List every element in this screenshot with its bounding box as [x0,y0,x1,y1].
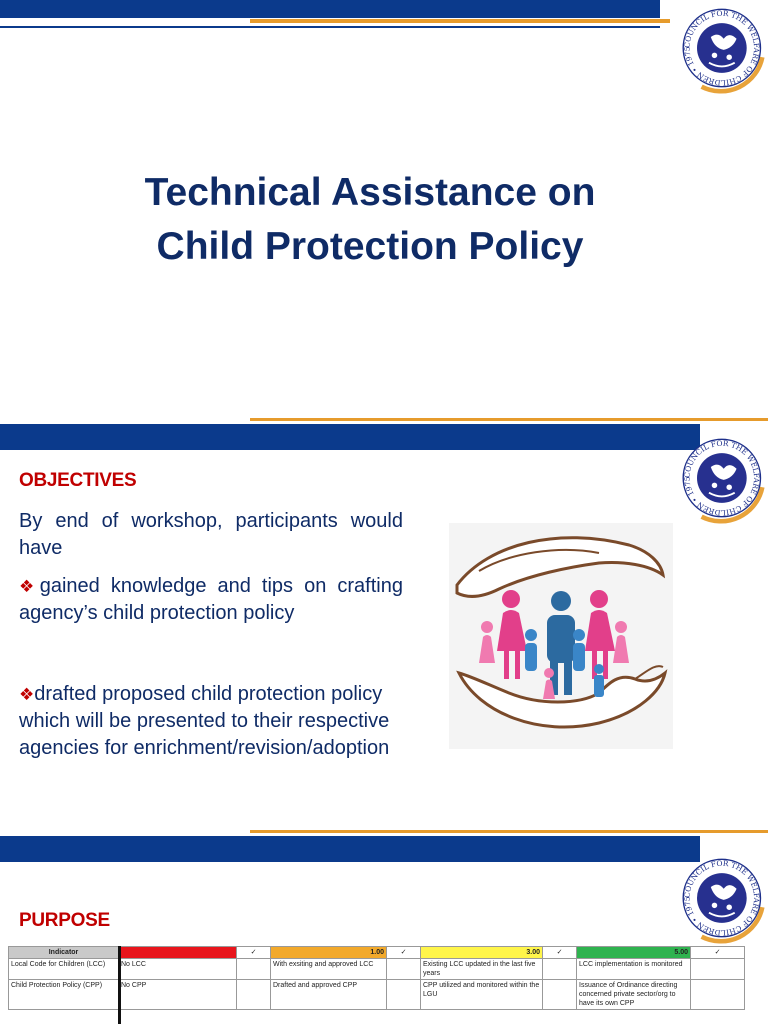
objective-bullet-2-text: drafted proposed child protection policy which will be presented to their respective agencies for enrichment/revision/adoption [19,683,390,759]
table-cell: CPP utilized and monitored within the LGU [421,980,543,1010]
table-header: ✓ [237,947,271,959]
table-cell: Drafted and approved CPP [271,980,387,1010]
table-header: 5.00 [577,947,691,959]
slide-purpose [0,830,768,1024]
table-cell [237,959,271,980]
table-header: ✓ [543,947,577,959]
table-header: Indicator [9,947,119,959]
table-cell: No LCC [119,959,237,980]
table-cell [237,980,271,1010]
top-banner [0,836,700,862]
objectives-heading: OBJECTIVES [19,470,137,491]
banner-accent-stripe [250,19,670,23]
banner-accent-stripe [250,830,768,833]
table-cell [543,959,577,980]
slide-objectives [0,418,768,830]
cwc-logo-icon [674,432,766,524]
banner-thin-line [0,26,660,28]
table-header: ✓ [691,947,745,959]
table-cell: Child Protection Policy (CPP) [9,980,119,1010]
presentation-title [0,166,740,274]
table-cell: Issuance of Ordinance directing concerned private sector/org to have its own CPP [577,980,691,1010]
table-cell: With exsiting and approved LCC [271,959,387,980]
table-header: 3.00 [421,947,543,959]
objective-bullet-1-text: gained knowledge and tips on crafting agency’s child protection policy [19,575,403,624]
protected-family-illustration [449,523,673,749]
banner-accent-stripe [250,418,768,421]
slide-title [0,0,768,418]
table-cell: Existing LCC updated in the last five years [421,959,543,980]
table-cell: Local Code for Children (LCC) [9,959,119,980]
diamond-bullet-icon: ❖ [19,685,35,704]
objectives-intro: By end of workshop, participants would have [19,510,403,559]
table-cell [691,980,745,1010]
table-header: ✓ [387,947,421,959]
table-cell [691,959,745,980]
top-banner [0,424,700,450]
table-header: 1.00 [271,947,387,959]
diamond-bullet-icon: ❖ [19,577,40,596]
objective-bullet-2 [19,681,403,762]
title-line-1: Technical Assistance on [144,171,596,214]
purpose-heading: PURPOSE [19,910,110,931]
cwc-logo-icon [674,852,766,944]
objective-bullet-1 [19,573,403,627]
table-cell [543,980,577,1010]
title-line-2: Child Protection Policy [156,225,584,268]
table-cell: No CPP [119,980,237,1010]
cwc-logo-icon [674,2,766,94]
table-cell: LCC implementation is monitored [577,959,691,980]
top-banner [0,0,660,18]
table-cell [387,959,421,980]
table-header [119,947,237,959]
table-divider-bar [118,946,121,1024]
table-cell [387,980,421,1010]
